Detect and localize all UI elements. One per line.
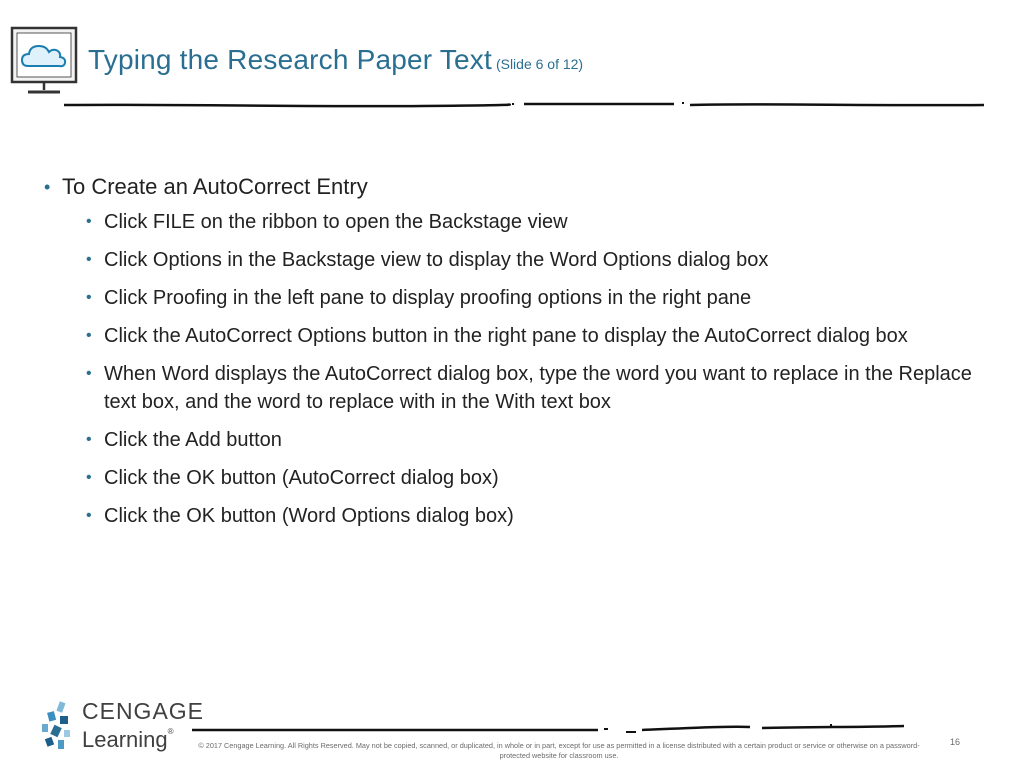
step-item: • When Word displays the AutoCorrect dialog box, type the word you want to replace in the Replace text box, and the word to replace with in the With text box [86,360,994,416]
step-item: • Click the AutoCorrect Options button in the right pane to display the AutoCorrect dialog box [86,322,994,350]
slide-title [88,40,583,77]
title-underline [62,98,988,112]
logo-text-cengage: CENGAGE [82,698,205,724]
slide-title-main: Typing the Research Paper Text [88,44,492,75]
step-item: • Click Options in the Backstage view to display the Word Options dialog box [86,246,994,274]
logo-text-learning: Learning® [82,727,174,752]
slide-content [44,172,994,540]
step-list [62,208,994,530]
step-item: • Click Proofing in the left pane to display proofing options in the right pane [86,284,994,312]
step-item: • Click the Add button [86,426,994,454]
cloud-monitor-icon [10,26,80,100]
slide-title-subtitle: (Slide 6 of 12) [495,56,584,72]
main-bullet-text: To Create an AutoCorrect Entry [62,174,368,199]
main-bullet [44,172,994,530]
step-item: • Click the OK button (AutoCorrect dialog box) [86,464,994,492]
cengage-logo-mark-icon [40,700,80,752]
footer-rule [190,720,906,736]
step-item: • Click FILE on the ribbon to open the Backstage view [86,208,994,236]
copyright-notice: © 2017 Cengage Learning. All Rights Reserved. May not be copied, scanned, or duplicated, in whole or in part, except for use as permitted in a license distributed with a certain product or service or otherwise on a password-protected website for classroom use. [198,741,920,760]
slide-number: 16 [950,737,961,747]
cengage-logo [40,696,205,756]
step-item: • Click the OK button (Word Options dialog box) [86,502,994,530]
